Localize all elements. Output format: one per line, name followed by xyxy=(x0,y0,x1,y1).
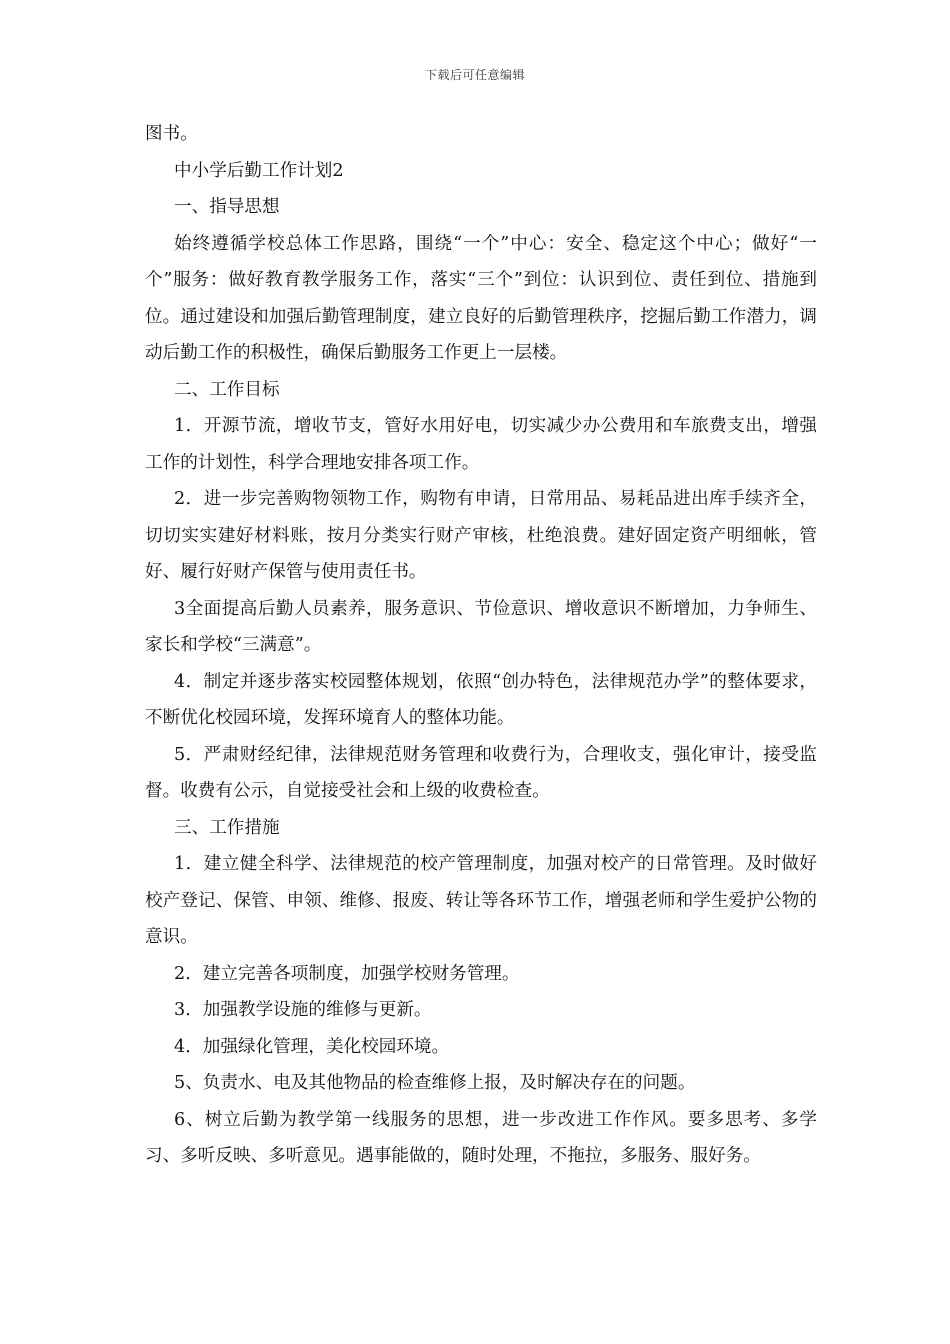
goal-item-2: 2．进一步完善购物领物工作，购物有申请，日常用品、易耗品进出库手续齐全，切切实实建好材料账，按月分类实行财产审核，杜绝浪费。建好固定资产明细帐，管好、履行好财产保管与使用责任书。 xyxy=(145,489,817,582)
goal-item-3: 3全面提高后勤人员素养，服务意识、节俭意识、增收意识不断增加，力争师生、家长和学校“三满意”。 xyxy=(145,598,817,655)
page-header: 下载后可任意编辑 xyxy=(424,68,525,82)
measure-item-6: 6、树立后勤为教学第一线服务的思想，进一步改进工作作风。要多思考、多学习、多听反映、多听意见。遇事能做的，随时处理，不拖拉，多服务、服好务。 xyxy=(145,1109,817,1166)
goal-item-5: 5．严肃财经纪律，法律规范财务管理和收费行为，合理收支，强化审计，接受监督。收费有公示，自觉接受社会和上级的收费检查。 xyxy=(145,744,817,801)
section-heading-work-measures: 三、工作措施 xyxy=(174,817,280,838)
document-body xyxy=(145,116,817,1175)
paragraph-guiding-ideology: 始终遵循学校总体工作思路，围绕“一个”中心：安全、稳定这个中心；做好“一个”服务：做好教育教学服务工作，落实“三个”到位：认识到位、责任到位、措施到位。通过建设和加强后勤管理制度，建立良好的后勤管理秩序，挖掘后勤工作潜力，调动后勤工作的积极性，确保后勤服务工作更上一层楼。 xyxy=(145,233,817,363)
measure-item-4: 4．加强绿化管理，美化校园环境。 xyxy=(174,1036,450,1057)
measure-item-2: 2．建立完善各项制度，加强学校财务管理。 xyxy=(174,963,520,984)
goal-item-1: 1．开源节流，增收节支，管好水用好电，切实减少办公费用和车旅费支出，增强工作的计划性，科学合理地安排各项工作。 xyxy=(145,416,817,473)
document-title: 中小学后勤工作计划2 xyxy=(174,160,344,181)
measure-item-1: 1．建立健全科学、法律规范的校产管理制度，加强对校产的日常管理。及时做好校产登记、保管、申领、维修、报废、转让等各环节工作，增强老师和学生爱护公物的意识。 xyxy=(145,854,817,947)
paragraph-continuation: 图书。 xyxy=(145,124,198,144)
measure-item-5: 5、负责水、电及其他物品的检查维修上报，及时解决存在的问题。 xyxy=(174,1073,696,1093)
measure-item-3: 3．加强教学设施的维修与更新。 xyxy=(174,1000,432,1020)
goal-item-4: 4．制定并逐步落实校园整体规划，依照“创办特色，法律规范办学”的整体要求，不断优化校园环境，发挥环境育人的整体功能。 xyxy=(145,671,817,728)
section-heading-work-goals: 二、工作目标 xyxy=(174,379,280,400)
section-heading-guiding-ideology: 一、指导思想 xyxy=(174,197,280,217)
